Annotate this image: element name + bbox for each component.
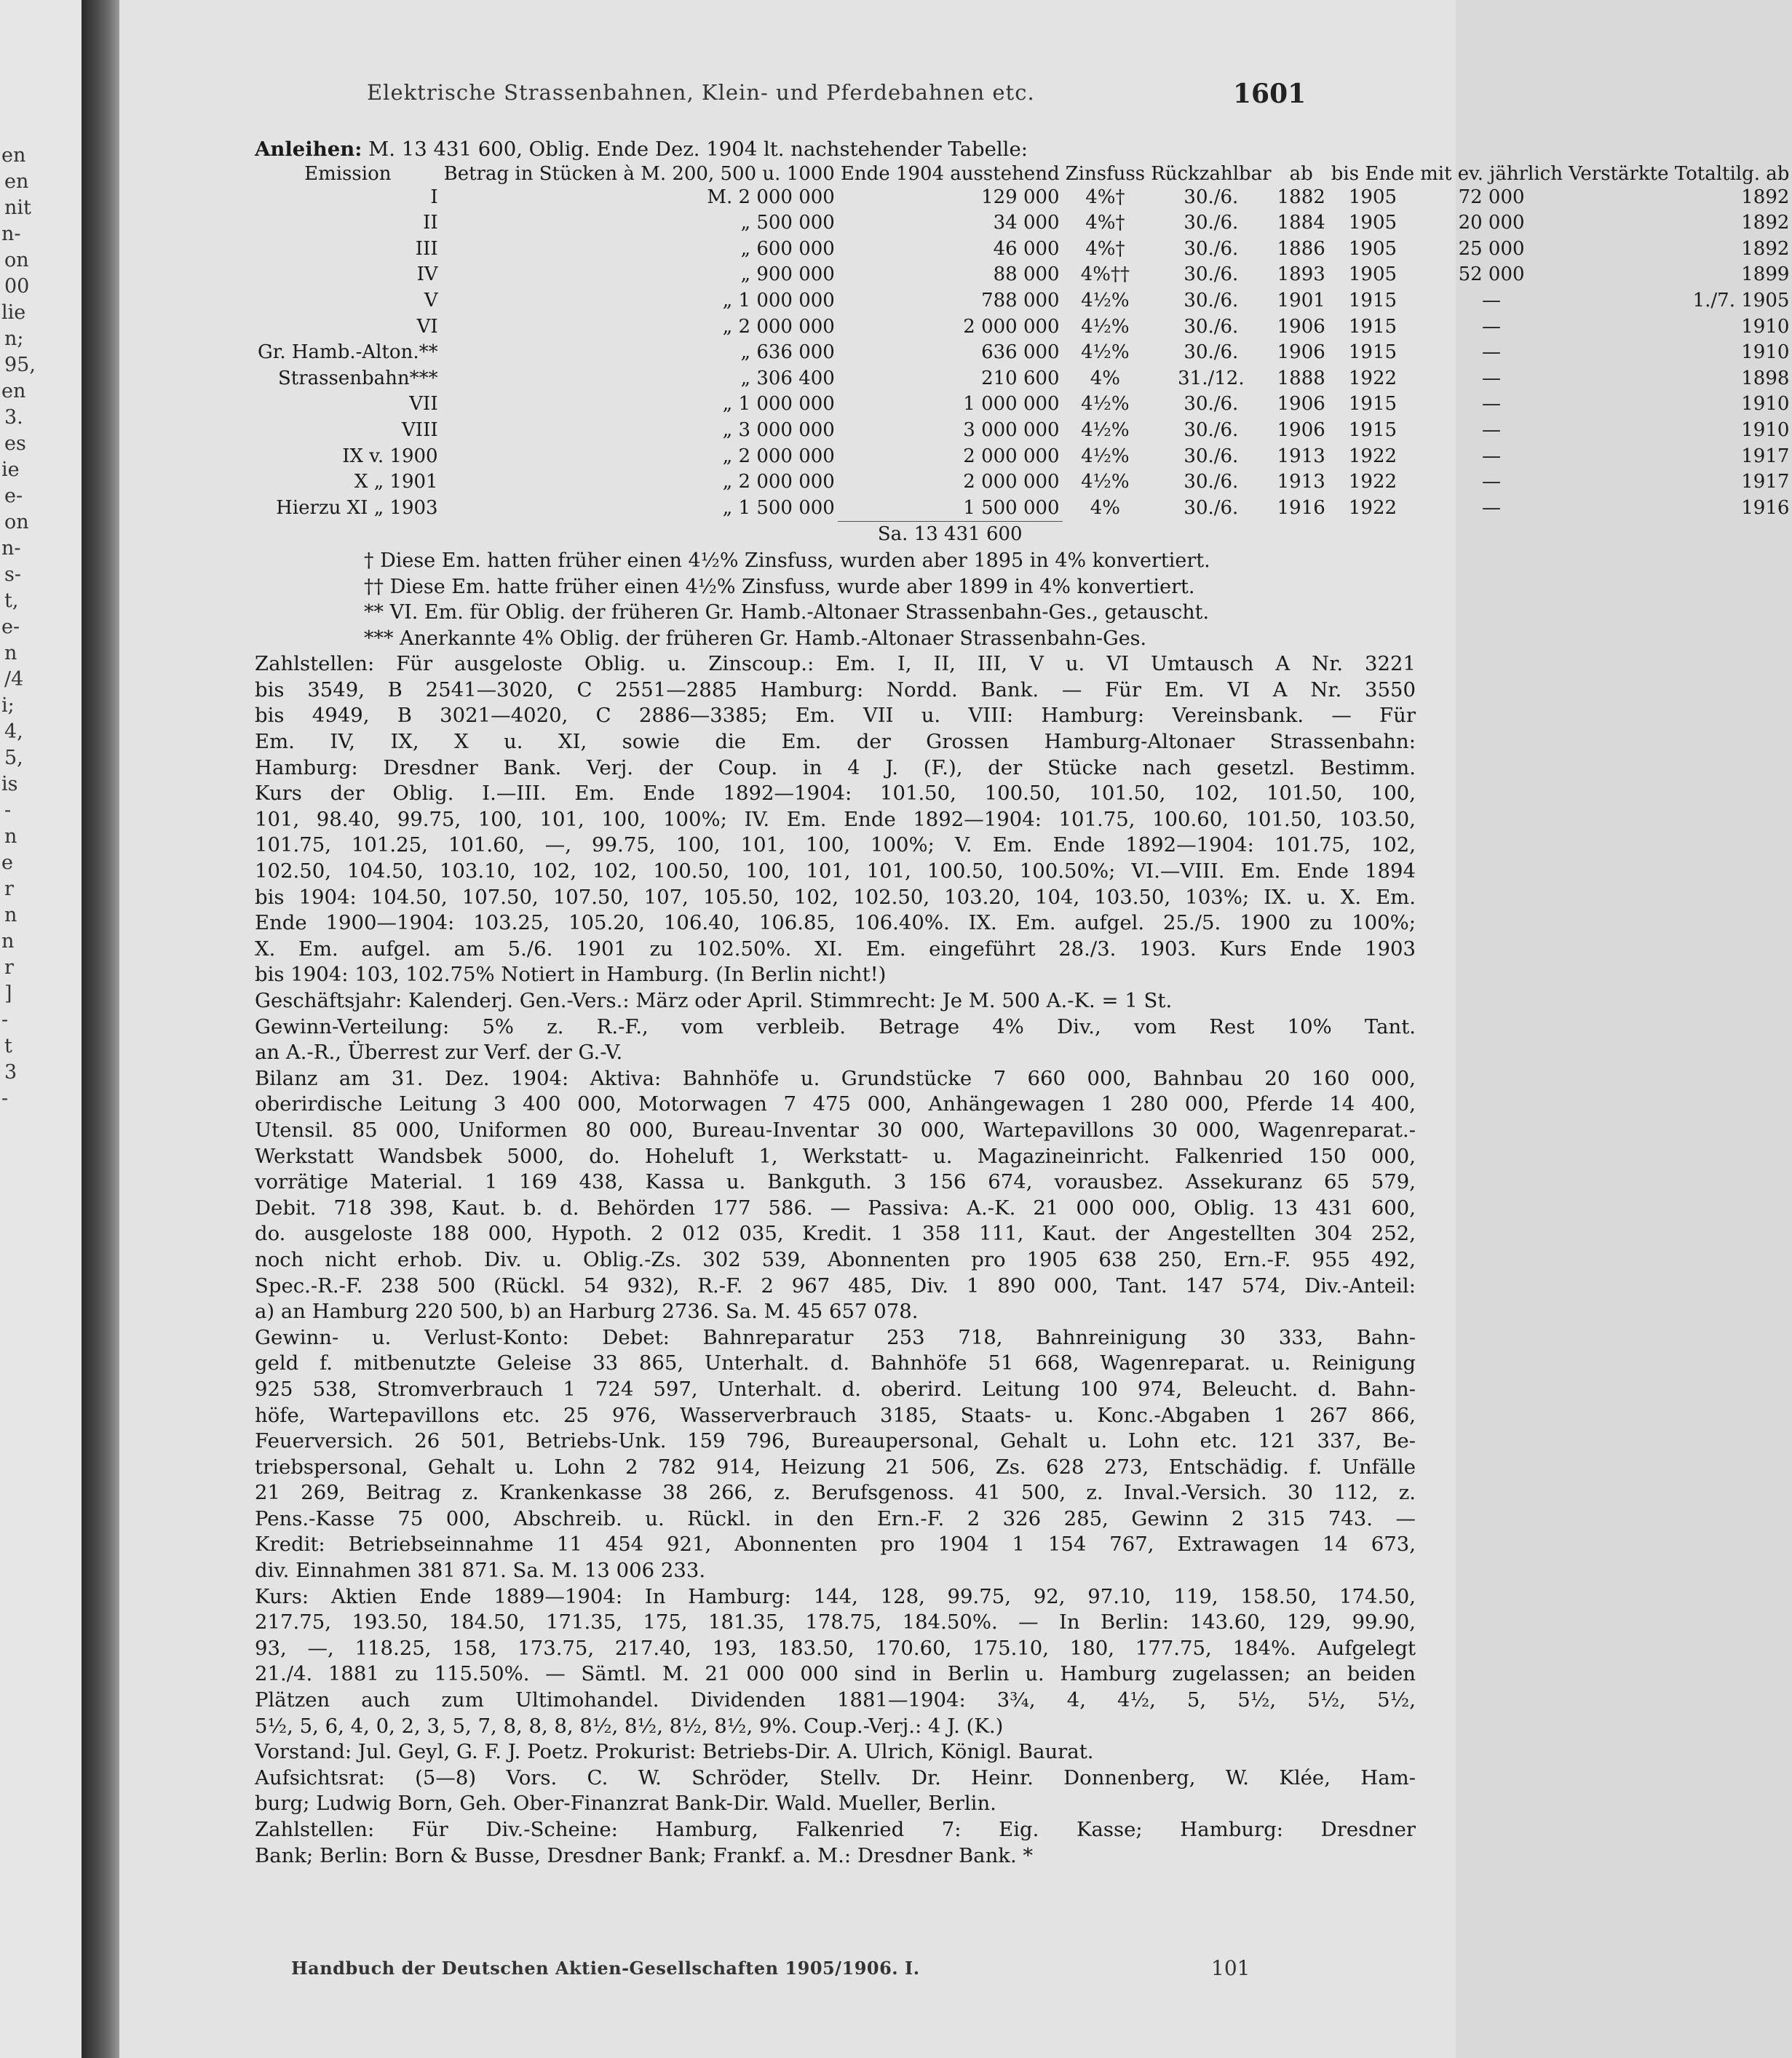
bond-row <box>255 496 1792 522</box>
bond-cell-ende: 2 000 000 <box>963 445 1060 467</box>
col-ende: Ende 1904 ausstehend <box>840 162 1060 185</box>
body-line: Zahlstellen: Für Div.-Scheine: Hamburg, Falkenried 7: Eig. Kasse; Hamburg: Dresdner <box>255 1818 1416 1841</box>
previous-page-fragment: nit <box>4 196 31 219</box>
bond-cell-emission: I <box>430 186 438 208</box>
body-line: Plätzen auch zum Ultimohandel. Dividenden 1881—1904: 3¾, 4, 4½, 5, 5½, 5½, 5½, <box>255 1688 1416 1712</box>
col-bis: bis Ende <box>1331 162 1415 185</box>
anleihen-line <box>255 137 1416 163</box>
previous-page-fragment: on <box>4 249 29 271</box>
footnotes <box>255 548 1416 651</box>
bond-cell-emission: Strassenbahn*** <box>277 367 438 389</box>
body-line: Kredit: Betriebseinnahme 11 454 921, Abonnenten pro 1904 1 154 767, Extrawagen 14 673, <box>255 1533 1416 1557</box>
bond-cell-emission: VI <box>416 315 438 338</box>
bond-cell-ende: 2 000 000 <box>963 315 1060 338</box>
bond-cell-betrag: „ 3 000 000 <box>722 418 835 441</box>
previous-page-fragment: n <box>1 930 15 953</box>
body-line: Bank; Berlin: Born & Busse, Dresdner Bank; Frankf. a. M.: Dresdner Bank. * <box>255 1843 1034 1867</box>
bond-cell-vt: 1916 <box>1741 496 1790 519</box>
bond-row <box>255 392 1792 418</box>
footer-text: Handbuch der Deutschen Aktien-Gesellschaften 1905/1906. I. <box>291 1958 920 1979</box>
previous-page-fragment: ie <box>1 458 20 481</box>
bond-cell-mit: 52 000 <box>1458 263 1525 286</box>
col-betrag: Betrag in Stücken à M. 200, 500 u. 1000 <box>443 162 835 185</box>
bond-row <box>255 444 1792 470</box>
bond-cell-zins: 4%† <box>1085 212 1125 234</box>
bond-cell-bis: 1915 <box>1348 393 1397 416</box>
anleihen-lead: Anleihen: <box>255 138 362 161</box>
bond-cell-bis: 1922 <box>1348 496 1397 519</box>
previous-page-fragment: - <box>1 1087 9 1110</box>
bond-cell-ende: 636 000 <box>981 341 1060 364</box>
body-line: an A.-R., Überrest zur Verf. der G.-V. <box>255 1041 623 1065</box>
body-line: Gewinn- u. Verlust-Konto: Debet: Bahnreparatur 253 718, Bahnreinigung 30 333, Bahn- <box>255 1325 1416 1349</box>
previous-page-fragment: n- <box>1 537 21 560</box>
body-line: Ende 1900—1904: 103.25, 105.20, 106.40, 106.85, 106.40%. IX. Em. aufgel. 25./5. 1900 zu 100%; <box>255 911 1416 935</box>
body-text <box>255 651 1416 1869</box>
bond-cell-vt: 1892 <box>1741 186 1790 208</box>
bond-cell-mit: — <box>1482 496 1502 519</box>
bond-row <box>255 262 1792 288</box>
body-line: Hamburg: Dresdner Bank. Verj. der Coup. in 4 J. (F.), der Stücke nach gesetzl. Bestimm. <box>255 755 1416 779</box>
bond-cell-ende: 210 600 <box>981 367 1060 389</box>
previous-page-fragment: is <box>1 773 18 795</box>
body-line: 102.50, 104.50, 103.10, 102, 102, 100.50, 100, 101, 101, 100.50, 100.50%; VI.—VIII. Em. Ende 1894 <box>255 859 1416 883</box>
bond-cell-betrag: „ 1 500 000 <box>722 496 835 519</box>
bond-cell-emission: II <box>423 212 438 234</box>
running-header: Elektrische Strassenbahnen, Klein- und Pferdebahnen etc. <box>367 80 1035 105</box>
bond-cell-bis: 1922 <box>1348 471 1397 493</box>
bond-cell-ende: 1 000 000 <box>963 393 1060 416</box>
bond-cell-ab: 1913 <box>1277 445 1325 467</box>
bond-cell-ab: 1888 <box>1277 367 1325 389</box>
bond-cell-date: 30./6. <box>1184 393 1239 416</box>
bond-cell-date: 30./6. <box>1184 471 1239 493</box>
body-line: bis 1904: 103, 102.75% Notiert in Hamburg. (In Berlin nicht!) <box>255 963 887 987</box>
bond-cell-betrag: „ 2 000 000 <box>722 445 835 467</box>
bond-cell-mit: — <box>1482 367 1502 389</box>
previous-page-fragment: 00 <box>4 275 30 298</box>
body-line: Geschäftsjahr: Kalenderj. Gen.-Vers.: März oder April. Stimmrecht: Je M. 500 A.-K. = 1 St. <box>255 989 1173 1012</box>
body-line: noch nicht erhob. Div. u. Oblig.-Zs. 302 539, Abonnenten pro 1905 638 250, Ern.-F. 955 492, <box>255 1247 1416 1271</box>
bond-cell-date: 30./6. <box>1184 315 1239 338</box>
bond-cell-vt: 1910 <box>1741 315 1790 338</box>
bond-cell-emission: III <box>415 237 438 260</box>
bond-cell-betrag: „ 306 400 <box>740 367 835 389</box>
bond-cell-mit: — <box>1482 418 1502 441</box>
bond-cell-emission: VII <box>409 393 438 416</box>
bond-cell-zins: 4% <box>1090 367 1120 389</box>
body-line: 101, 98.40, 99.75, 100, 101, 100, 100%; IV. Em. Ende 1892—1904: 101.75, 100.60, 101.50, 103.50, <box>255 807 1416 831</box>
body-line: div. Einnahmen 381 871. Sa. M. 13 006 233. <box>255 1559 706 1583</box>
bond-cell-zins: 4½% <box>1081 418 1130 441</box>
page-content <box>255 137 1790 1869</box>
bond-table-sum: Sa. 13 431 600 <box>838 522 1063 548</box>
previous-page-fragment: t, <box>4 589 19 612</box>
bond-cell-zins: 4%† <box>1085 186 1125 208</box>
bond-cell-ende: 3 000 000 <box>963 418 1060 441</box>
previous-page-fragment: r <box>4 878 14 900</box>
bond-cell-betrag: „ 1 000 000 <box>722 393 835 416</box>
bond-cell-vt: 1910 <box>1741 341 1790 364</box>
previous-page-fragment: 3 <box>4 1061 17 1084</box>
bond-cell-vt: 1917 <box>1741 445 1790 467</box>
bond-cell-betrag: „ 636 000 <box>740 341 835 364</box>
previous-page-fragment: e- <box>1 616 20 638</box>
footnote: † Diese Em. hatten früher einen 4½% Zinsfuss, wurden aber 1895 in 4% konvertiert. <box>364 549 1210 572</box>
bond-row <box>255 185 1792 211</box>
bond-cell-ende: 129 000 <box>981 186 1060 208</box>
bond-cell-date: 30./6. <box>1184 263 1239 286</box>
document-page <box>119 0 1790 2058</box>
bond-row <box>255 366 1792 392</box>
bond-cell-bis: 1915 <box>1348 315 1397 338</box>
previous-page-fragment: n <box>4 642 17 664</box>
bond-cell-ab: 1886 <box>1277 237 1325 260</box>
body-line: Feuerversich. 26 501, Betriebs-Unk. 159 796, Bureaupersonal, Gehalt u. Lohn etc. 121 337, Be- <box>255 1429 1416 1453</box>
body-line: bis 3549, B 2541—3020, C 2551—2885 Hamburg: Nordd. Bank. — Für Em. VI A Nr. 3550 <box>255 678 1416 702</box>
bond-cell-ab: 1906 <box>1277 341 1325 364</box>
bond-cell-betrag: „ 2 000 000 <box>722 315 835 338</box>
bond-cell-zins: 4½% <box>1081 341 1130 364</box>
previous-page-fragment: en <box>4 170 29 193</box>
col-emission: Emission <box>304 162 392 185</box>
bond-cell-ende: 788 000 <box>981 289 1060 311</box>
previous-page-fragment: n; <box>4 327 24 350</box>
bond-cell-bis: 1905 <box>1348 263 1397 286</box>
bond-cell-ende: 2 000 000 <box>963 471 1060 493</box>
bond-cell-ende: 46 000 <box>993 237 1060 260</box>
bond-cell-ab: 1893 <box>1277 263 1325 286</box>
previous-page-fragment: n <box>4 825 17 848</box>
bond-cell-bis: 1922 <box>1348 445 1397 467</box>
bond-cell-ab: 1913 <box>1277 471 1325 493</box>
bond-row <box>255 314 1792 341</box>
bond-cell-vt: 1910 <box>1741 393 1790 416</box>
previous-page-margin <box>0 0 82 2058</box>
previous-page-fragment: e- <box>4 485 23 507</box>
bond-cell-ende: 88 000 <box>993 263 1060 286</box>
previous-page-fragment: r <box>4 956 14 979</box>
bond-cell-vt: 1917 <box>1741 471 1790 493</box>
previous-page-fragment: es <box>4 432 26 455</box>
bond-cell-ab: 1906 <box>1277 315 1325 338</box>
previous-page-fragment: 3. <box>4 406 23 429</box>
body-line: Em. IV, IX, X u. XI, sowie die Em. der Grossen Hamburg-Altonaer Strassenbahn: <box>255 730 1416 754</box>
body-line: höfe, Wartepavillons etc. 25 976, Wasserverbrauch 3185, Staats- u. Konc.-Abgaben 1 267 866, <box>255 1403 1416 1427</box>
bond-row <box>255 418 1792 444</box>
bond-cell-zins: 4½% <box>1081 445 1130 467</box>
body-line: Gewinn-Verteilung: 5% z. R.-F., vom verbleib. Betrage 4% Div., vom Rest 10% Tant. <box>255 1014 1416 1038</box>
bond-cell-mit: — <box>1482 445 1502 467</box>
bond-cell-emission: V <box>424 289 438 311</box>
bond-cell-emission: Hierzu XI „ 1903 <box>276 496 438 519</box>
col-ab: ab <box>1289 162 1313 185</box>
body-line: Bilanz am 31. Dez. 1904: Aktiva: Bahnhöfe u. Grundstücke 7 660 000, Bahnbau 20 160 000, <box>255 1066 1416 1090</box>
previous-page-fragment: e <box>1 851 13 874</box>
footnote: ** VI. Em. für Oblig. der früheren Gr. Hamb.-Altonaer Strassenbahn-Ges., getauscht. <box>364 601 1210 624</box>
body-line: Debit. 718 398, Kaut. b. d. Behörden 177 586. — Passiva: A.-K. 21 000 000, Oblig. 13 431 600, <box>255 1196 1416 1220</box>
previous-page-fragment: 95, <box>4 354 36 376</box>
previous-page-fragment: i; <box>1 694 15 717</box>
previous-page-fragment: s- <box>4 563 21 586</box>
bond-cell-date: 30./6. <box>1184 418 1239 441</box>
bond-cell-ab: 1916 <box>1277 496 1325 519</box>
previous-page-fragment: en <box>1 380 26 402</box>
previous-page-fragment: t <box>4 1035 12 1057</box>
bond-cell-bis: 1915 <box>1348 341 1397 364</box>
bond-cell-emission: VIII <box>402 418 438 441</box>
bond-table <box>255 163 1792 548</box>
previous-page-fragment: en <box>1 144 26 167</box>
footnote: *** Anerkannte 4% Oblig. der früheren Gr. Hamb.-Altonaer Strassenbahn-Ges. <box>364 627 1147 650</box>
bond-cell-zins: 4½% <box>1081 393 1130 416</box>
bond-cell-mit: — <box>1482 315 1502 338</box>
body-line: Kurs der Oblig. I.—III. Em. Ende 1892—1904: 101.50, 100.50, 101.50, 102, 101.50, 100, <box>255 782 1416 806</box>
bond-cell-zins: 4½% <box>1081 315 1130 338</box>
bond-cell-zins: 4%†† <box>1080 263 1130 286</box>
body-line: triebspersonal, Gehalt u. Lohn 2 782 914, Heizung 21 506, Zs. 628 273, Entschädig. f. Unfälle <box>255 1455 1416 1479</box>
previous-page-fragment: n- <box>1 223 21 245</box>
bond-cell-date: 30./6. <box>1184 496 1239 519</box>
bond-cell-mit: — <box>1482 341 1502 364</box>
body-line: Kurs: Aktien Ende 1889—1904: In Hamburg: 144, 128, 99.75, 92, 97.10, 119, 158.50, 174.50, <box>255 1584 1416 1608</box>
body-line: geld f. mitbenutzte Geleise 33 865, Unterhalt. d. Bahnhöfe 51 668, Wagenreparat. u. Reinigung <box>255 1351 1416 1375</box>
bond-cell-betrag: „ 900 000 <box>740 263 835 286</box>
body-line: 21./4. 1881 zu 115.50%. — Sämtl. M. 21 000 000 sind in Berlin u. Hamburg zugelassen; an beiden <box>255 1662 1416 1686</box>
bond-cell-bis: 1915 <box>1348 289 1397 311</box>
bond-cell-ab: 1882 <box>1277 186 1325 208</box>
body-line: Utensil. 85 000, Uniformen 80 000, Bureau-Inventar 30 000, Wartepavillons 30 000, Wagenreparat.- <box>255 1118 1416 1142</box>
body-line: 925 538, Stromverbrauch 1 724 597, Unterhalt. d. oberird. Leitung 100 974, Beleucht. d. Bahn- <box>255 1377 1416 1401</box>
bond-cell-emission: IX v. 1900 <box>342 445 438 467</box>
bond-row <box>255 340 1792 366</box>
previous-page-fragment: lie <box>1 301 26 324</box>
previous-page-fragment: 4, <box>4 720 23 743</box>
bond-cell-zins: 4%† <box>1085 237 1125 260</box>
bond-row <box>255 288 1792 314</box>
bond-cell-ende: 34 000 <box>993 212 1060 234</box>
bond-cell-vt: 1910 <box>1741 418 1790 441</box>
bond-cell-mit: — <box>1482 393 1502 416</box>
previous-page-fragment: on <box>4 511 29 533</box>
bond-cell-betrag: „ 500 000 <box>740 212 835 234</box>
bond-cell-ab: 1906 <box>1277 418 1325 441</box>
body-line: Aufsichtsrat: (5—8) Vors. C. W. Schröder, Stellv. Dr. Heinr. Donnenberg, W. Klée, Ham- <box>255 1765 1416 1789</box>
bond-cell-emission: IV <box>416 263 438 286</box>
bond-cell-bis: 1905 <box>1348 237 1397 260</box>
book-spine <box>82 0 119 2058</box>
bond-cell-mit: 25 000 <box>1458 237 1525 260</box>
previous-page-fragment: ] <box>4 982 12 1005</box>
body-line: a) an Hamburg 220 500, b) an Harburg 2736. Sa. M. 45 657 078. <box>255 1300 919 1324</box>
bond-cell-emission: X „ 1901 <box>354 471 438 493</box>
body-line: Werkstatt Wandsbek 5000, do. Hoheluft 1, Werkstatt- u. Magazineinricht. Falkenried 150 000, <box>255 1144 1416 1168</box>
page-number: 1601 <box>1233 79 1307 109</box>
bond-row <box>255 210 1792 237</box>
body-line: 217.75, 193.50, 184.50, 171.35, 175, 181.35, 178.75, 184.50%. — In Berlin: 143.60, 129, 99.90, <box>255 1610 1416 1634</box>
body-line: oberirdische Leitung 3 400 000, Motorwagen 7 475 000, Anhängewagen 1 280 000, Pferde 14 400, <box>255 1092 1416 1116</box>
body-line: 5½, 5, 6, 4, 0, 2, 3, 5, 7, 8, 8, 8, 8½, 8½, 8½, 8½, 9%. Coup.-Verj.: 4 J. (K.) <box>255 1714 1004 1738</box>
bond-cell-date: 30./6. <box>1184 289 1239 311</box>
body-line: bis 4949, B 3021—4020, C 2886—3385; Em. VII u. VIII: Hamburg: Vereinsbank. — Für <box>255 704 1416 728</box>
body-line: Zahlstellen: Für ausgeloste Oblig. u. Zinscoup.: Em. I, II, III, V u. VI Umtausch A Nr. 3221 <box>255 652 1416 676</box>
bond-cell-bis: 1905 <box>1348 186 1397 208</box>
body-line: X. Em. aufgel. am 5./6. 1901 zu 102.50%. XI. Em. eingeführt 28./3. 1903. Kurs Ende 1903 <box>255 937 1416 961</box>
body-line: 101.75, 101.25, 101.60, —, 99.75, 100, 101, 100, 100%; V. Em. Ende 1892—1904: 101.75, 102, <box>255 833 1416 857</box>
bond-cell-betrag: „ 1 000 000 <box>722 289 835 311</box>
bond-cell-zins: 4½% <box>1081 289 1130 311</box>
previous-page-fragment: /4 <box>4 668 24 691</box>
body-line: Vorstand: Jul. Geyl, G. F. J. Poetz. Prokurist: Betriebs-Dir. A. Ulrich, Königl. Baurat. <box>255 1740 1094 1764</box>
body-line: Pens.-Kasse 75 000, Abschreib. u. Rückl. in den Ern.-F. 2 326 285, Gewinn 2 315 743. — <box>255 1506 1416 1530</box>
col-rueck: Rückzahlbar <box>1151 162 1272 185</box>
footer-number: 101 <box>1211 1956 1250 1980</box>
col-verstaerkte: Verstärkte Totaltilg. ab <box>1569 162 1790 185</box>
bond-cell-mit: 72 000 <box>1458 186 1525 208</box>
body-line: do. ausgeloste 188 000, Hypoth. 2 012 035, Kredit. 1 358 111, Kaut. der Angestellten 304 252, <box>255 1222 1416 1246</box>
bond-cell-vt: 1892 <box>1741 237 1790 260</box>
col-zins: Zinsfuss <box>1065 162 1146 185</box>
bond-cell-date: 31./12. <box>1178 367 1245 389</box>
previous-page-fragment: 5, <box>4 747 23 769</box>
col-mit: mit ev. jährlich <box>1420 162 1563 185</box>
bond-cell-ende: 1 500 000 <box>963 496 1060 519</box>
bond-cell-mit: 20 000 <box>1458 212 1525 234</box>
body-line: bis 1904: 104.50, 107.50, 107.50, 107, 105.50, 102, 102.50, 103.20, 104, 103.50, 103%; IX. u. X. Em. <box>255 885 1416 909</box>
bond-cell-vt: 1892 <box>1741 212 1790 234</box>
bond-row <box>255 237 1792 263</box>
bond-cell-ab: 1884 <box>1277 212 1325 234</box>
anleihen-text: M. 13 431 600, Oblig. Ende Dez. 1904 lt. nachstehender Tabelle: <box>368 138 1028 161</box>
bond-cell-date: 30./6. <box>1184 445 1239 467</box>
footnote: †† Diese Em. hatte früher einen 4½% Zinsfuss, wurde aber 1899 in 4% konvertiert. <box>364 575 1195 598</box>
bond-row <box>255 469 1792 496</box>
previous-page-fragment: - <box>4 799 12 822</box>
bond-cell-date: 30./6. <box>1184 186 1239 208</box>
bond-cell-vt: 1899 <box>1741 263 1790 286</box>
bond-cell-zins: 4½% <box>1081 471 1130 493</box>
bond-cell-ab: 1906 <box>1277 393 1325 416</box>
previous-page-fragment: n <box>4 904 17 926</box>
bond-cell-betrag: „ 2 000 000 <box>722 471 835 493</box>
previous-page-fragment: - <box>1 1009 9 1031</box>
bond-cell-betrag: „ 600 000 <box>740 237 835 260</box>
bond-cell-date: 30./6. <box>1184 212 1239 234</box>
body-line: vorrätige Material. 1 169 438, Kassa u. Bankguth. 3 156 674, vorausbez. Assekuranz 65 579, <box>255 1170 1416 1194</box>
bond-cell-date: 30./6. <box>1184 341 1239 364</box>
bond-cell-bis: 1915 <box>1348 418 1397 441</box>
bond-cell-ab: 1901 <box>1277 289 1325 311</box>
bond-cell-mit: — <box>1482 471 1502 493</box>
body-line: 93, —, 118.25, 158, 173.75, 217.40, 193, 183.50, 170.60, 175.10, 180, 177.75, 184%. Aufgelegt <box>255 1636 1416 1660</box>
bond-cell-bis: 1905 <box>1348 212 1397 234</box>
bond-cell-vt: 1898 <box>1741 367 1790 389</box>
bond-cell-vt: 1./7. 1905 <box>1692 289 1790 311</box>
body-line: 21 269, Beitrag z. Krankenkasse 38 266, z. Berufsgenoss. 41 500, z. Inval.-Versich. 30 112, z. <box>255 1481 1416 1505</box>
body-line: burg; Ludwig Born, Geh. Ober-Finanzrat Bank-Dir. Wald. Mueller, Berlin. <box>255 1792 996 1816</box>
bond-cell-date: 30./6. <box>1184 237 1239 260</box>
bond-cell-mit: — <box>1482 289 1502 311</box>
bond-cell-bis: 1922 <box>1348 367 1397 389</box>
bond-cell-betrag: M. 2 000 000 <box>707 186 835 208</box>
body-line: Spec.-R.-F. 238 500 (Rückl. 54 932), R.-F. 2 967 485, Div. 1 890 000, Tant. 147 574, Div.-Anteil: <box>255 1274 1416 1298</box>
bond-cell-emission: Gr. Hamb.-Alton.** <box>258 341 438 364</box>
bond-cell-zins: 4% <box>1090 496 1120 519</box>
